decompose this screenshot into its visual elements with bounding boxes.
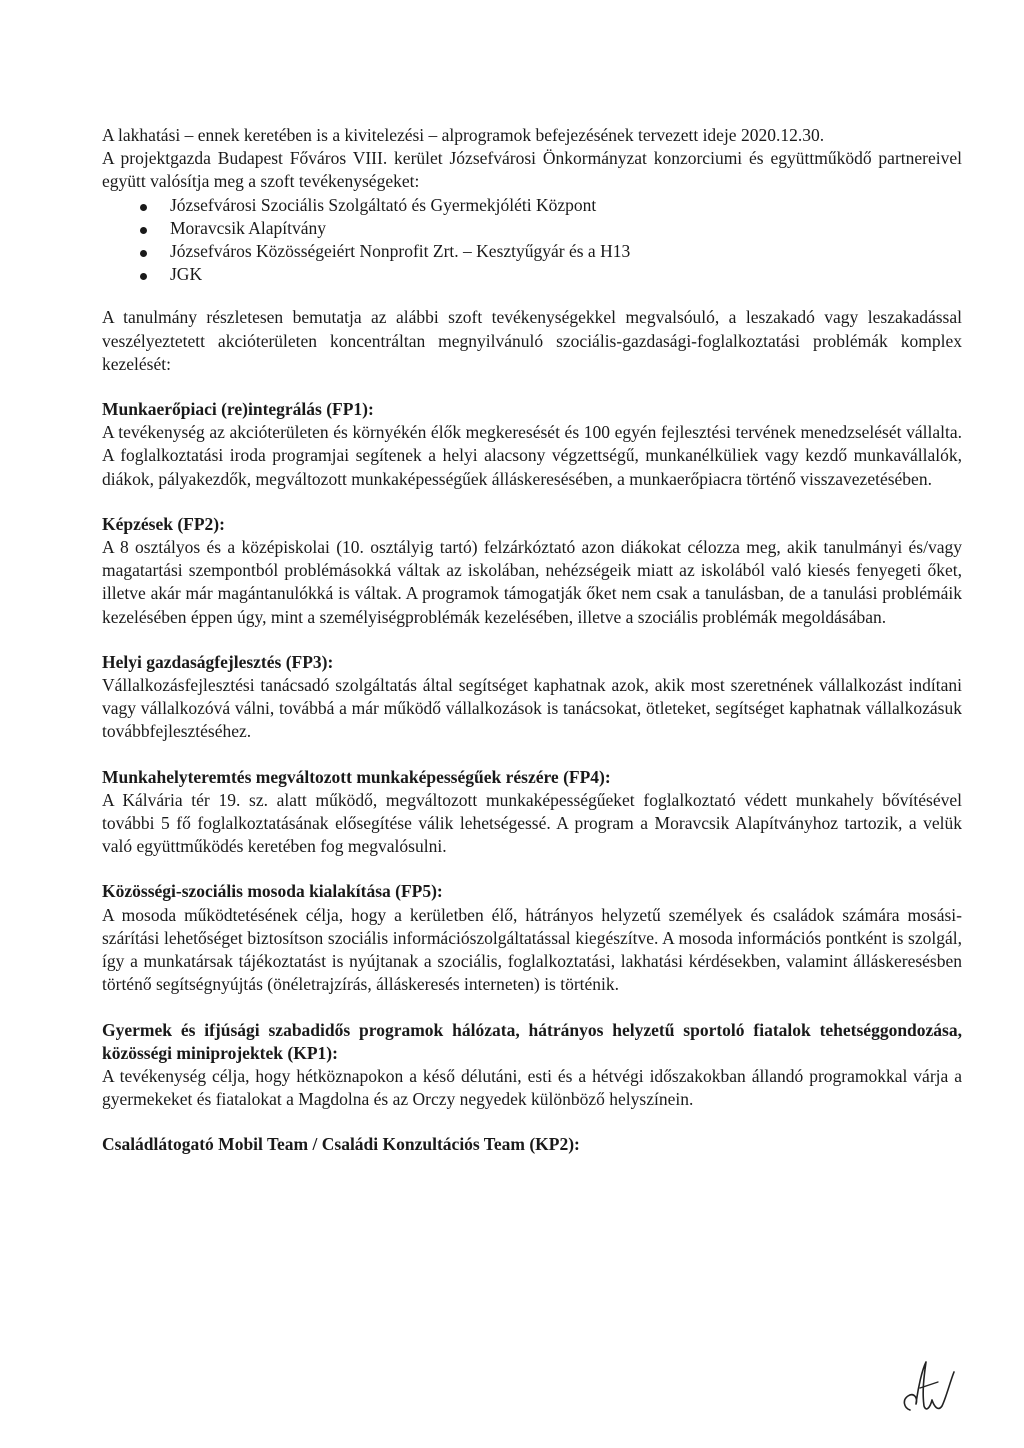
section-fp1 — [102, 398, 962, 491]
section-body: A 8 osztályos és a középiskolai (10. osztályig tartó) felzárkóztató azon diákokat célozza meg, akik tanulmányi és/vagy magatartási szempontból problémásokká váltak az iskolában, nehézségeik miatt az iskolából való kiesés fenyegeti őket, illetve akár már magántanulókká is váltak. A programok támogatják őket nem csak a tanulásban, de a tanulási problémáik kezelésében éppen úgy, mint a személyiségproblémák kezelésében, illetve a szociális problémák megoldásában. — [102, 537, 962, 627]
bullet-icon — [140, 204, 147, 211]
bullet-icon — [140, 250, 147, 257]
section-fp2 — [102, 513, 962, 629]
section-kp1 — [102, 1019, 962, 1112]
list-item — [140, 194, 962, 217]
document-content — [102, 124, 962, 1157]
section-title: Helyi gazdaságfejlesztés (FP3): — [102, 651, 334, 672]
section-body: A Kálvária tér 19. sz. alatt működő, megváltozott munkaképességűeket foglalkoztató védett munkahely bővítésével további 5 fő foglalkoztatásának elősegítése válik lehetségessé. A program a Moravcsik Alapítványhoz tartozik, a velük való együttműködés keretében fog megvalósulni. — [102, 789, 962, 857]
intro-paragraph-project-owner: A projektgazda Budapest Főváros VIII. kerület Józsefvárosi Önkormányzat konzorciumi és együttműködő partnereivel együtt valósítja meg a szoft tevékenységeket: — [102, 148, 962, 192]
partner-name: JGK — [170, 264, 203, 285]
section-body: Vállalkozásfejlesztési tanácsadó szolgáltatás által segítséget kaphatnak azok, akik most szeretnének vállalkozást indítani vagy vállalkozóvá válni, továbbá a már működő vállalkozások is tanácsokat, ötleteket, segítséget kaphatnak vállalkozásuk továbbfejlesztéséhez. — [102, 675, 962, 742]
section-title: Családlátogató Mobil Team / Családi Konzultációs Team (KP2): — [102, 1134, 580, 1155]
section-title: Munkahelyteremtés megváltozott munkaképességűek részére (FP4): — [102, 766, 611, 787]
section-body: A tevékenység az akcióterületen és környékén élők megkeresését és 100 egyén fejlesztési tervének menedzselését vállalta. A foglalkoztatási iroda programjai segítenek a helyi alacsony végzettségű, munkanélküliek vagy kezdő munkavállalók, diákok, pályakezdők, megváltozott munkaképességűek álláskeresésében, a munkaerőpiacra történő visszavezetésében. — [102, 422, 962, 489]
section-title: Munkaerőpiaci (re)integrálás (FP1): — [102, 399, 374, 420]
section-fp3 — [102, 651, 962, 744]
list-item — [140, 217, 962, 240]
partner-name: Józsefváros Közösségeiért Nonprofit Zrt. – Kesztyűgyár és a H13 — [170, 241, 631, 262]
partner-name: Józsefvárosi Szociális Szolgáltató és Gyermekjóléti Központ — [170, 194, 597, 215]
section-fp4 — [102, 766, 962, 859]
section-body: A mosoda működtetésének célja, hogy a kerületben élő, hátrányos helyzetű személyek és családok számára mosási-szárítási lehetőséget biztosítson szociális információszolgáltatással kiegészítve. A mosoda információs pontként is szolgál, így a munkatársak tájékoztatást is nyújtanak a szociális, foglalkoztatási, lakhatási kérdésekben, valamint álláskeresésben történő segítségnyújtás (önéletrajzírás, álláskeresés interneten) is történik. — [102, 904, 962, 995]
section-title: Képzések (FP2): — [102, 513, 225, 534]
summary-paragraph: A tanulmány részletesen bemutatja az alábbi szoft tevékenységekkel megvalsóuló, a leszakadó vagy leszakadással veszélyeztetett akcióterületen koncentráltan megnyilvánuló szociális-gazdasági-foglalkoztatási problémák komplex kezelését: — [102, 307, 962, 374]
signature-icon — [896, 1358, 956, 1420]
section-title: Gyermek és ifjúsági szabadidős programok hálózata, hátrányos helyzetű sportoló fiatalok tehetséggondozása, közösségi miniprojektek (KP1): — [102, 1019, 962, 1063]
bullet-icon — [140, 273, 147, 280]
list-item — [140, 240, 962, 263]
section-body: A tevékenység célja, hogy hétköznapokon a késő délutáni, esti és a hétvégi időszakokban állandó programokkal várja a gyermekeket és fiatalokat a Magdolna és az Orczy negyedek különböző helyszínein. — [102, 1065, 962, 1110]
section-title: Közösségi-szociális mosoda kialakítása (FP5): — [102, 881, 443, 902]
intro-paragraph-schedule: A lakhatási – ennek keretében is a kivitelezési – alprogramok befejezésének tervezett ideje 2020.12.30. — [102, 125, 825, 145]
section-kp2 — [102, 1133, 962, 1156]
partner-list — [102, 194, 962, 287]
list-item — [140, 263, 962, 286]
bullet-icon — [140, 227, 147, 234]
partner-name: Moravcsik Alapítvány — [170, 217, 327, 238]
section-fp5 — [102, 880, 962, 996]
spacer — [102, 286, 962, 306]
